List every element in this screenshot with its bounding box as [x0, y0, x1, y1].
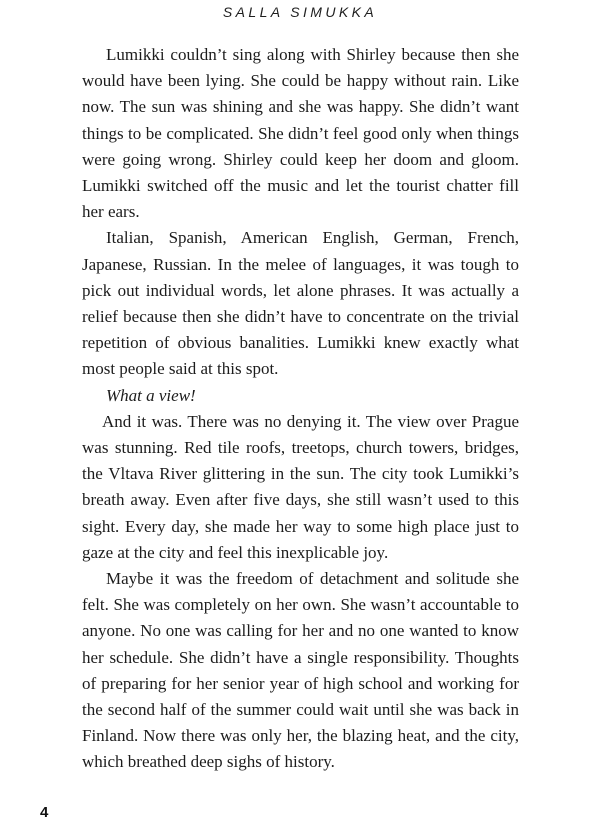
running-head: SALLA SIMUKKA — [222, 4, 378, 20]
paragraph-4: And it was. There was no denying it. The view over Prague was stunning. Red tile roofs, treetops, church towers, bridges, the Vltava River glittering in the sun. The city took Lumikki’s breath away. Even after five days, she still wasn’t used to this sight. Every day, she made her way to some high place just to gaze at the city and feel this inexplicable joy. — [82, 411, 519, 562]
paragraph-2: Italian, Spanish, American English, German, French, Japanese, Russian. In the melee of languages, it was tough to pick out individual words, let alone phrases. It was actually a relief because then she didn’t have to concentrate on the trivial repetition of obvious banalities. Lumikki knew exactly what most people said at this spot. — [82, 228, 519, 379]
body-text — [82, 42, 519, 776]
page-number: 4 — [40, 804, 49, 821]
paragraph-1: Lumikki couldn’t sing along with Shirley because then she would have been lying. She could be happy without rain. Like now. The sun was shining and she was happy. She didn’t want things to be complicated. She didn’t feel good only when things were going wrong. Shirley could keep her doom and gloom. Lumikki switched off the music and let the tourist chatter fill her ears. — [82, 45, 519, 222]
paragraph-5: Maybe it was the freedom of detachment and solitude she felt. She was completely on her own. She wasn’t accountable to anyone. No one was calling for her and no one wanted to know her schedule. She didn’t have a single responsibility. Thoughts of preparing for her senior year of high school and working for the second half of the summer could wait until she was back in Finland. Now there was only her, the blazing heat, and the city, which breathed deep sighs of history. — [82, 569, 519, 772]
paragraph-3-thought: What a view! — [106, 385, 196, 405]
